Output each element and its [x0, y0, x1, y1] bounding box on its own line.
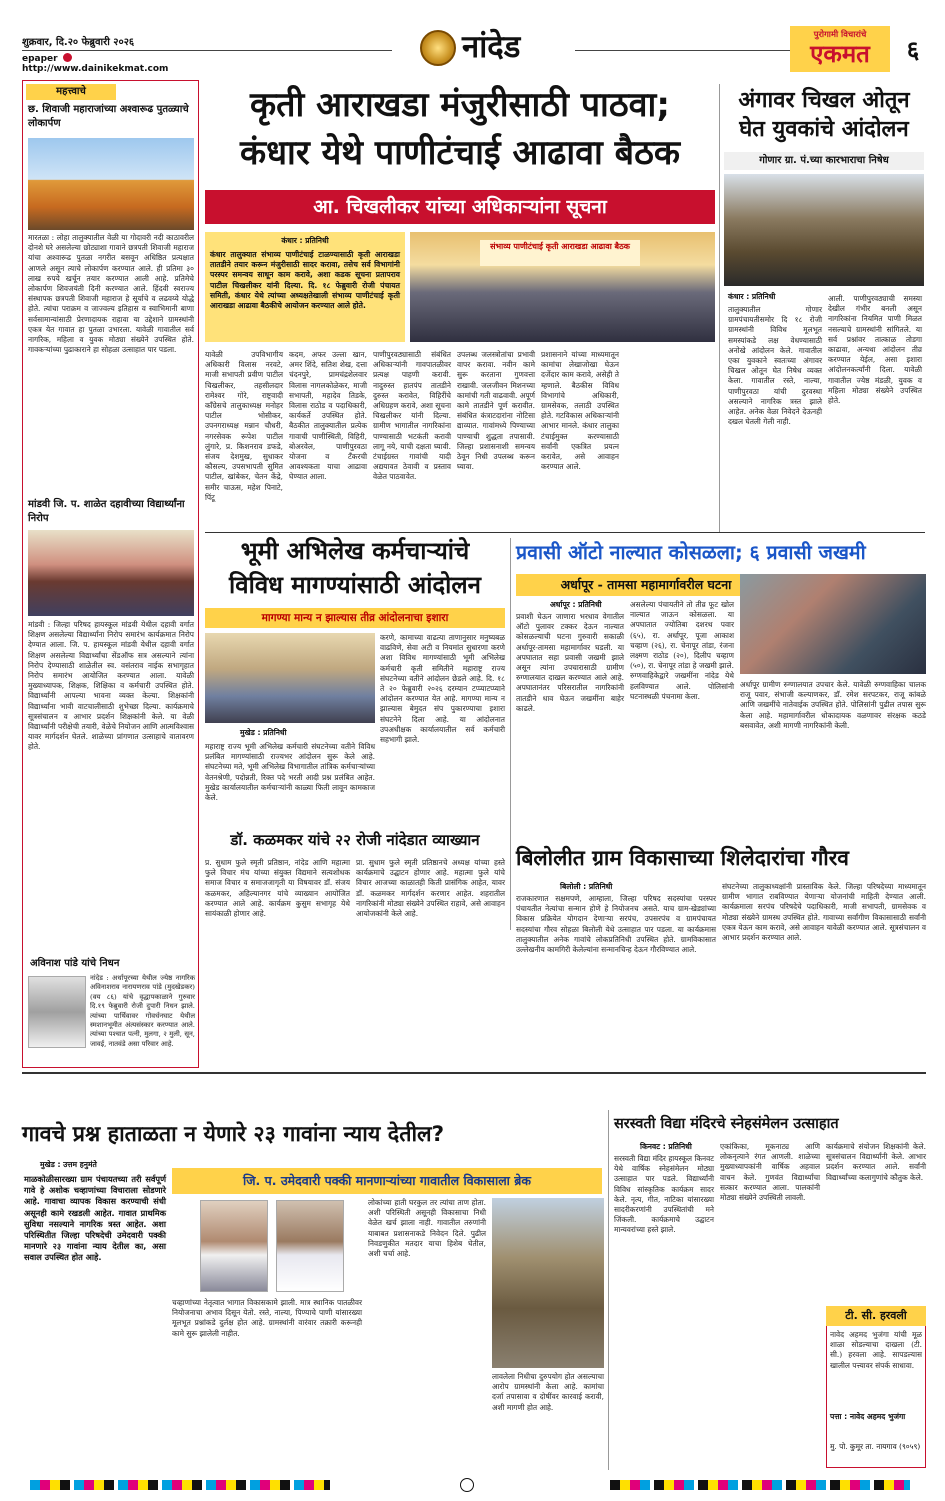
lead-col-6 [625, 350, 715, 528]
mid-divider [510, 538, 511, 930]
school-farewell-title: मांडवी जि. प. शाळेत दहावीच्या विद्यार्थ्यांना निरोप [28, 499, 185, 524]
masthead-name: एकमत [810, 40, 870, 68]
lead-headline-1: कृती आराखडा मंजुरीसाठी पाठवा; [250, 85, 670, 125]
land-subhead: मागण्या मान्य न झाल्यास तीव्र आंदोलनाचा इशारा [205, 608, 505, 628]
protest-subhead: गोणार ग्रा. पं.च्या कारभाराचा निषेध [724, 152, 924, 170]
protest-headline: अंगावर चिखल ओतून घेत युवकांचे आंदोलन [738, 88, 910, 142]
header [0, 0, 945, 80]
land-headline-1: भूमी अभिलेख कर्मचाऱ्यांचे [240, 537, 470, 565]
villages-col-2: लोकांच्या हाती घरकुल तर त्यांचा ताण होता. अशी परिस्थिती असूनही विकासाचा निधी वेळेत खर्च झाला नाही. गावातील तरुणांनी याबाबत प्रशासनाकडे निवेदन दिले. पुढील निवडणुकीत मतदार याचा हिशेब घेतील, अशी चर्चा आहे. [368, 1198, 486, 1259]
candidate-photo-1 [200, 1200, 268, 1292]
lecture-col-1: प्र. सुधाम फुले स्मृती प्रतिष्ठान, नांदेड आणि महात्मा फुले विचार मंच यांच्या संयुक्त विद्यमाने सत्यशोधक समाज विचार व समाजजागृती या विषयावर डॉ. संजय कळमकर, अहिल्यानगर यांचे व्याख्यान आयोजित करण्यात आले आहे. कार्यक्रम कुसुम सभागृह येथे सायंकाळी होणार आहे. [205, 858, 350, 919]
villages-intro-continued [24, 1378, 166, 1468]
school-fest-col-1: सरस्वती विद्या मंदिर हायस्कूल किनवट येथे वार्षिक स्नेहसंमेलन मोठ्या उत्साहात पार पडले. विद्यार्थ्यांनी विविध सांस्कृतिक कार्यक्रम सादर केले. नृत्य, गीत, नाटिका यांसारख्या सादरीकरणांनी उपस्थितांची मने जिंकली. कार्यक्रमाचे उद्घाटन मान्यवरांच्या हस्ते झाले. [614, 1154, 714, 1235]
land-headline-2: विविध मागण्यांसाठी आंदोलन [229, 571, 481, 599]
auto-col-2: असलेल्या पंचायतीने तो तीव्र फूट खोल नाल्यात जाऊन कोसळला. या अपघातात ज्योतिबा दशरथ पवार (६५), रा. अर्धापूर, पूजा आकाश चव्हाण (२६), रा. चेनापूर तांडा, रंजना लक्ष्मण राठोड (२०), दिलीप चव्हाण (५०), रा. चेनापूर तांडा हे जखमी झाले. रुग्णवाहिकेद्वारे जखमींना नांदेड येथे हलविण्यात आले. पोलिसांनी घटनास्थळी पंचनामा केला. [630, 600, 734, 701]
auto-col-3: अर्धापूर ग्रामीण रुग्णालयात उपचार केले. यावेळी रुग्णवाहिका चालक राजू पवार, संभाजी कल्याणकर, डॉ. रमेश सरपटकर, राजू कांबळे आणि जखमींचे नातेवाईक उपस्थित होते. पोलिसांनी पुढील तपास सुरू केला आहे. महामार्गावरील धोकादायक वळणावर संरक्षक कठडे बसवावेत, अशी मागणी नागरिकांनी केली. [740, 680, 926, 730]
auto-col-1: प्रवाशी घेऊन जाणारा भरधाव वेगातील ऑटो पुलावर टक्कर देऊन नाल्यात कोसळल्याची घटना गुरुवारी सकाळी अर्धापूर-तामसा महामार्गावर घडली. या अपघातात सहा प्रवासी जखमी झाले असून त्यांना उपचारासाठी ग्रामीण रुग्णालयात दाखल करण्यात आले आहे. अपघातानंतर परिसरातील नागरिकांनी तातडीने धाव घेऊन जखमींना बाहेर काढले. [516, 612, 624, 713]
lead-col-5: प्रशासनाने यांच्या माध्यमातून कामांचा लेखाजोखा घेऊन दर्जेदार काम करावे, असेही ते म्हणाले. बैठकीस विविध विभागांचे अधिकारी, ग्रामसेवक, तलाठी उपस्थित होते. गटविकास अधिकाऱ्यांनी आभार मानले. कंधार तालुका टंचाईमुक्त करण्यासाठी सर्वांनी एकत्रित प्रयत्न करावेत, असे आवाहन करण्यात आले. [541, 350, 619, 472]
land-col-2: करणे, कामाच्या वाढत्या ताणानुसार मनुष्यबळ वाढविणे, सेवा अटी व नियमांत सुधारणा करणे अशा विविध मागण्यांसाठी भूमी अभिलेख कर्मचारी कृती समितीने महाराष्ट्र राज्य संघटनेच्या वतीने आंदोलन छेडले आहे. दि. १८ ते २० फेब्रुवारी २०२६ दरम्यान टप्प्याटप्प्याने आंदोलन करण्यात येत आहे. मागण्या मान्य न झाल्यास बेमुदत संप पुकारण्याचा इशारा संघटनेने दिला आहे. या आंदोलनात उपअधीक्षक कार्यालयातील सर्व कर्मचारी सहभागी झाले. [380, 633, 505, 745]
lead-photo-banner: संभाव्य पाणीटंचाई कृती आराखडा आढावा बैठक [480, 240, 640, 266]
auto-headline: प्रवासी ऑटो नाल्यात कोसळला; ६ प्रवासी जखमी [516, 541, 866, 564]
lead-intro: कंधार तालुक्यात संभाव्य पाणीटंचाई टाळण्यासाठी कृती आराखडा तातडीने तयार करून मंजुरीसाठी सादर करावा, तसेच सर्व विभागांनी परस्पर समन्वय साधून काम करावे, अशा कडक सूचना प्रतापराव पाटील चिखलीकर यांनी दिल्या. दि. १८ फेब्रुवारी रोजी पंचायत समिती, कंधार येथे त्यांच्या अध्यक्षतेखाली संभाव्य पाणीटंचाई कृती आराखडा आढावा बैठकीचे आयोजन करण्यात आले होते. [210, 250, 400, 311]
tc-lost-body: नावेद अहमद भुजंगा यांची मूळ शाळा सोडल्याचा दाखला (टी. सी.) हरवला आहे. सापडल्यास खालील पत्त्यावर संपर्क साधावा. [830, 1330, 922, 1370]
protest-photo [724, 174, 924, 286]
protest-col-1: तालुक्यातील गोणार ग्रामपंचायतीसमोर दि १८ रोजी ग्रामस्थांनी विविध मूलभूत समस्यांकडे लक्ष वेधण्यासाठी अनोखे आंदोलन केले. गावातील एका युवकाने स्वतःच्या अंगावर चिखल ओतून घेत निषेध व्यक्त केला. गावातील रस्ते, नाल्या, पाणीपुरवठा यांची दुरवस्था असल्याने नागरिक त्रस्त झाले आहेत. अनेक वेळा निवेदने देऊनही दखल घेतली गेली नाही. [728, 305, 822, 427]
epaper-url[interactable]: http://www.dainikekmat.com [22, 64, 169, 74]
tc-lost-title: टी. सी. हरवली [826, 1306, 926, 1326]
epaper-line [22, 53, 222, 74]
masthead-rule [575, 50, 790, 51]
land-protest-photo [205, 633, 375, 723]
school-fest-headline: सरस्वती विद्या मंदिरचे स्नेहसंमेलन उत्साहात [614, 1116, 839, 1132]
land-byline: मुखेड : प्रतिनिधी [240, 728, 287, 737]
masthead-tag: पुरोगामी विचारांचे [813, 29, 867, 39]
registration-strip [0, 1476, 945, 1496]
protest-col-2: आली. पाणीपुरवठ्याची समस्या देखील गंभीर बनली असून नागरिकांना नियमित पाणी मिळत नसल्याचे ग्रामस्थांनी सांगितले. या सर्व प्रश्नांवर तात्काळ तोडगा काढावा, अन्यथा आंदोलन तीव्र करण्यात येईल, असा इशारा आंदोलनकर्त्यांनी दिला. यावेळी गावातील ज्येष्ठ मंडळी, युवक व महिला मोठ्या संख्येने उपस्थित होते. [828, 294, 922, 406]
school-fest-byline: किनवट : प्रतिनिधी [640, 1142, 692, 1151]
masthead-box [790, 26, 890, 72]
bottom-divider [608, 1110, 609, 1470]
lead-byline: कंधार : प्रतिनिधी [281, 236, 329, 245]
drain-photo [492, 1198, 604, 1368]
school-fest-col-3: कार्यक्रमाचे संयोजन शिक्षकांनी केले. सूत्रसंचालन विद्यार्थ्यांनी केले. आभार प्रदर्शन करण्यात आले. सर्वांनी विद्यार्थ्यांच्या कलागुणांचे कौतुक केले. [826, 1142, 926, 1182]
villages-col-3: लावलेला निधीचा दुरुपयोग होत असल्याचा आरोप ग्रामस्थांनी केला आहे. कामांचा दर्जा तपासावा व दोषींवर कारवाई करावी, अशी मागणी होत आहे. [492, 1372, 604, 1412]
edition-name: नांदेड [462, 29, 521, 65]
lead-meeting-photo [410, 232, 715, 342]
lecture-col-2: प्रा. सुधाम फुले स्मृती प्रतिष्ठानचे अध्यक्ष यांच्या हस्ते कार्यक्रमाचे उद्घाटन होणार आहे. महात्मा फुले यांचे विचार आजच्या काळातही किती प्रासंगिक आहेत, यावर डॉ. कळमकर मार्गदर्शन करणार आहेत. शहरातील नागरिकांनी मोठ्या संख्येने उपस्थित राहावे, असे आवाहन आयोजकांनी केले आहे. [356, 858, 505, 919]
shivaji-statue-title: छ. शिवाजी महाराजांच्या अश्वारूढ पुतळ्याचे लोकार्पण [28, 104, 189, 129]
villages-intro: माळकोळीसारख्या ग्राम पंचायतच्या तरी सर्वपूर्ण गावे हे अशोक चव्हाणांच्या विचाराला सोडणारे आहे. गावाचा व्यापक विकास करण्याची संधी असूनही कामे रखडली आहेत. गावात प्राथमिक सुविधा नसल्याने नागरिक त्रस्त आहेत. अशा परिस्थितीत जिल्हा परिषदेची उमेदवारी पक्की मानणारे २३ गावांना न्याय देतील का, असा सवाल उपस्थित होत आहे. [24, 1174, 166, 1263]
obituary-photo [28, 976, 86, 1048]
candidate-photo-2 [276, 1200, 344, 1292]
obituary-body: नांदेड : अर्धापूरच्या येथील ज्येष्ठ नागरिक अविनाशराव नारायणराव पांडे (मुदखेडकर) (वय ८६) यांचे वृद्धापकाळाने गुरुवार दि.१९ फेब्रुवारी रोजी दुपारी निधन झाले. त्यांच्या पार्थिवावर गोवर्धनघाट येथील स्मशानभूमीत अंत्यसंस्कार करण्यात आले. त्यांच्या पश्चात पत्नी, मुलगा, २ मुली, सून, जावई, नातवंडे असा परिवार आहे. [90, 974, 195, 1048]
tc-lost-contact: पत्ता : नावेद अहमद भुजंगा [830, 1412, 906, 1421]
edition-emblem-icon [420, 30, 456, 66]
lead-subhead: आ. चिखलीकर यांच्या अधिकाऱ्यांना सूचना [205, 190, 715, 224]
shivaji-statue-photo [28, 138, 194, 230]
lead-headline-2: कंधार येथे पाणीटंचाई आढावा बैठक [240, 133, 680, 173]
auto-accident-photo [740, 574, 926, 674]
biloli-col-2: संघटनेच्या तालुकाध्यक्षांनी प्रास्ताविक केले. जिल्हा परिषदेच्या माध्यमातून ग्रामीण भागात राबविण्यात येणाऱ्या योजनांची माहिती देण्यात आली. कार्यक्रमाला सरपंच परिषदेचे पदाधिकारी, माजी सभापती, ग्रामसेवक व मोठ्या संख्येने ग्रामस्थ उपस्थित होते. गावाच्या सर्वांगीण विकासासाठी सर्वांनी एकत्र येऊन काम करावे, असे आवाहन यावेळी करण्यात आले. सूत्रसंचालन व आभार प्रदर्शन करण्यात आले. [722, 882, 926, 943]
villages-subhead: जि. प. उमेदवारी पक्की मानणाऱ्यांच्या गावातील विकासाला ब्रेक [172, 1168, 602, 1194]
villages-col-1: चव्हाणांच्या नेतृत्वात भागात विकासकामे झाली. मात्र स्थानिक पातळीवर नियोजनाचा अभाव दिसून येतो. रस्ते, नाल्या, पिण्याचे पाणी यांसारख्या मूलभूत प्रश्नांकडे दुर्लक्ष होत आहे. ग्रामस्थांनी वारंवार तक्रारी करूनही कामे सुरू झालेली नाहीत. [172, 1298, 362, 1338]
lead-col-1: यावेळी उपविभागीय अधिकारी विलास नरवटे, माजी सभापती प्रवीण पाटील चिखलीकर, तहसीलदार रामेश्वर गोरे, राष्ट्रवादी काँग्रेसचे तालुकाध्यक्ष मनोहर पाटील भोसीकर, उपनगराध्यक्ष मन्नान चौधरी, नगरसेवक रूपेश पाटील लुंगारे, प्र. किशनराव डफडे, संजय देशमुख, सुधाकर कौसल्य, उपसभापती सुमित पाटील, खांबेकर, चेतन केंद्रे, समीर चाऊस, महेश पिनाटे, पिंटू [205, 350, 283, 502]
protest-byline: कंधार : प्रतिनिधी [728, 292, 776, 301]
villages-byline: मुखेड : उत्तम हनुमंते [40, 1160, 97, 1169]
biloli-col-1: राजकारणात सक्षमपणे, आम्हाला, जिल्हा परिषद सदस्यांचा परस्पर पंचायतीत नेत्यांचा सन्मान होणे हे नियोजनच असते. याच ग्राम-खेड्यांच्या विकास प्रक्रियेत योगदान देणाऱ्या सरपंच, उपसरपंच व ग्रामपंचायत सदस्यांचा गौरव सोहळा बिलोली येथे उत्साहात पार पडला. या कार्यक्रमास तालुक्यातील अनेक गावांचे लोकप्रतिनिधी उपस्थित होते. ग्रामविकासात उल्लेखनीय कामगिरी केलेल्यांना सन्मानचिन्ह देऊन गौरविण्यात आले. [516, 894, 716, 955]
obituary-title: अविनाश पांडे यांचे निधन [30, 958, 120, 969]
lecture-continued [205, 930, 505, 1068]
lecture-headline: डॉ. कळमकर यांचे २२ रोजी नांदेडात व्याख्यान [230, 831, 480, 849]
globe-icon [63, 53, 72, 62]
shivaji-statue-body: मारतळा : लोहा तालुक्यातील वेळी या गोदावरी नदी काठावरील दोनशे घरे असलेल्या छोट्याशा गावाने छत्रपती शिवाजी महाराज यांचा अश्वारूढ पुतळा नगरीत बसवून अधिष्ठित प्रत्यक्षात आणले असून त्याचे लोकार्पण करण्यात आले. ही प्रतिमा ३० लाख रुपये खर्चून तयार करण्यात आली आहे. प्रतिमेचे लोकार्पण शिवजयंती दिनी करण्यात आले. हिंदवी स्वराज्य संस्थापक छत्रपती शिवाजी महाराज हे सूर्याचे व लढवय्ये योद्धे होते. त्यांचा पराक्रम व जाज्वल्य इतिहास व स्वाभिमानी बाणा सर्वसामान्यांसाठी प्रेरणादायक राहावा या उद्देशाने ग्रामस्थांनी एकत्र येत गावात हा पुतळा उभारला. यावेळी गावातील सर्व नागरिक, महिला व युवक मोठ्या संख्येने उपस्थित होते. गावकऱ्यांच्या पुढाकाराने हा सोहळा उत्साहात पार पडला. [28, 233, 194, 355]
auto-subhead: अर्धापूर - तामसा महामार्गावरील घटना [516, 574, 776, 596]
page-number: ६ [906, 36, 920, 64]
land-col-1: महाराष्ट्र राज्य भूमी अभिलेख कर्मचारी संघटनेच्या वतीने विविध प्रलंबित मागण्यांसाठी राज्यभर आंदोलन सुरू केले आहे. संघटनेच्या मते, भूमी अभिलेख विभागातील तांत्रिक कर्मचाऱ्यांच्या वेतनश्रेणी, पदोन्नती, रिक्त पदे भरती आदी प्रश्न प्रलंबित आहेत. मुखेड कार्यालयातील कर्मचाऱ्यांनी काळ्या फिती लावून कामकाज केले. [205, 742, 375, 803]
biloli-headline: बिलोलीत ग्राम विकासाच्या शिलेदारांचा गौरव [516, 846, 849, 870]
biloli-byline: बिलोली : प्रतिनिधी [560, 882, 613, 891]
section-rule-1 [205, 532, 925, 533]
tc-lost-phone: मु. पो. कुमूर ता. नायगाव (९०५९) [830, 1442, 921, 1451]
important-label: महत्त्वाचे [26, 84, 116, 100]
section-rule-2 [22, 1072, 926, 1074]
epaper-label: epaper [22, 54, 58, 64]
right-divider [719, 84, 720, 532]
school-farewell-body: मांडवी : जिल्हा परिषद हायस्कूल मांडवी येथील दहावी वर्गात शिक्षण असलेल्या विद्यार्थ्यांना निरोप समारंभ कार्यक्रमात निरोप देण्यात आला. जि. प. हायस्कूल मांडवी येथील दहावी वर्गात शिक्षण असलेल्या विद्यार्थ्यांचा सेंडऑफ सत्र असल्याने त्यांना निरोप देण्यासाठी शाळेतील स्व. वसंतराव नाईक सभागृहात निरोप समारंभ आयोजित करण्यात आला. यावेळी मुख्याध्यापक, शिक्षक, शिक्षिका व कर्मचारी उपस्थित होते. विद्यार्थ्यांनी आपल्या भावना व्यक्त केल्या. शिक्षकांनी विद्यार्थ्यांना भावी वाटचालीसाठी शुभेच्छा दिल्या. कार्यक्रमाचे सूत्रसंचालन व आभार प्रदर्शन शिक्षकांनी केले. या वेळी विद्यार्थ्यांनी परीक्षेची तयारी, वेळेचे नियोजन आणि आत्मविश्वास यावर मार्गदर्शन घेतले. शाळेच्या प्रांगणात उत्साहाचे वातावरण होते. [28, 620, 194, 752]
villages-headline: गावचे प्रश्न हाताळता न येणारे २३ गावांना न्याय देतील? [22, 1122, 445, 1147]
school-fest-col-2: एकांकिका, मूकनाट्य आणि लोकनृत्याने रंगत आणली. शाळेच्या मुख्याध्यापकांनी वार्षिक अहवाल वाचन केले. गुणवंत विद्यार्थ्यांचा सत्कार करण्यात आला. पालकांनी मोठ्या संख्येने उपस्थिती लावली. [720, 1142, 820, 1203]
date-rule [22, 50, 392, 51]
auto-byline: अर्धापूर : प्रतिनिधी [550, 600, 602, 609]
date-line: शुक्रवार, दि.२० फेब्रुवारी २०२६ [22, 37, 135, 48]
school-farewell-photo [28, 530, 194, 616]
lead-col-4: उपलब्ध जलस्त्रोतांचा प्रभावी वापर करावा. नवीन कामे सुरू करताना गुणवत्ता राखावी. जलजीवन मिशनच्या कामांची गती वाढवावी. अपूर्ण कामे तातडीने पूर्ण करावीत. संबंधित कंत्राटदारांना नोटिसा द्याव्यात. गावांमध्ये पिण्याच्या पाण्याची शुद्धता तपासावी. जिल्हा प्रशासनाशी समन्वय ठेवून निधी उपलब्ध करून घ्यावा. [457, 350, 535, 472]
lead-col-2: कदम, अफर उल्ला खान, अमर शिंदे, सतिश शेख, दत्ता चंदनपुरे, प्रामचंद्रशेलवार विलास नागलकोळेकर, माजी सभापती, महादेव तिडके, विलास राठोड व पदाधिकारी, कार्यकर्ते उपस्थित होते. बैठकीत तालुक्यातील प्रत्येक गावाची पाणीस्थिती, विहिरी, बोअरवेल, पाणीपुरवठा योजना व टँकरची आवश्यकता याचा आढावा घेण्यात आला. [289, 350, 367, 482]
lead-col-3: पाणीपुरवठ्यासाठी संबंधित अधिकाऱ्यांनी गावपातळीवर प्रत्यक्ष पाहणी करावी. नादुरुस्त हातपंप तातडीने दुरुस्त करावेत, विहिरींचे अधिग्रहण करावे, अशा सूचना चिखलीकर यांनी दिल्या. ग्रामीण भागातील नागरिकांना पाण्यासाठी भटकंती करावी लागू नये, याची दक्षता घ्यावी. टंचाईग्रस्त गावांची यादी अद्ययावत ठेवावी व प्रस्ताव वेळेत पाठवावेत. [373, 350, 451, 482]
